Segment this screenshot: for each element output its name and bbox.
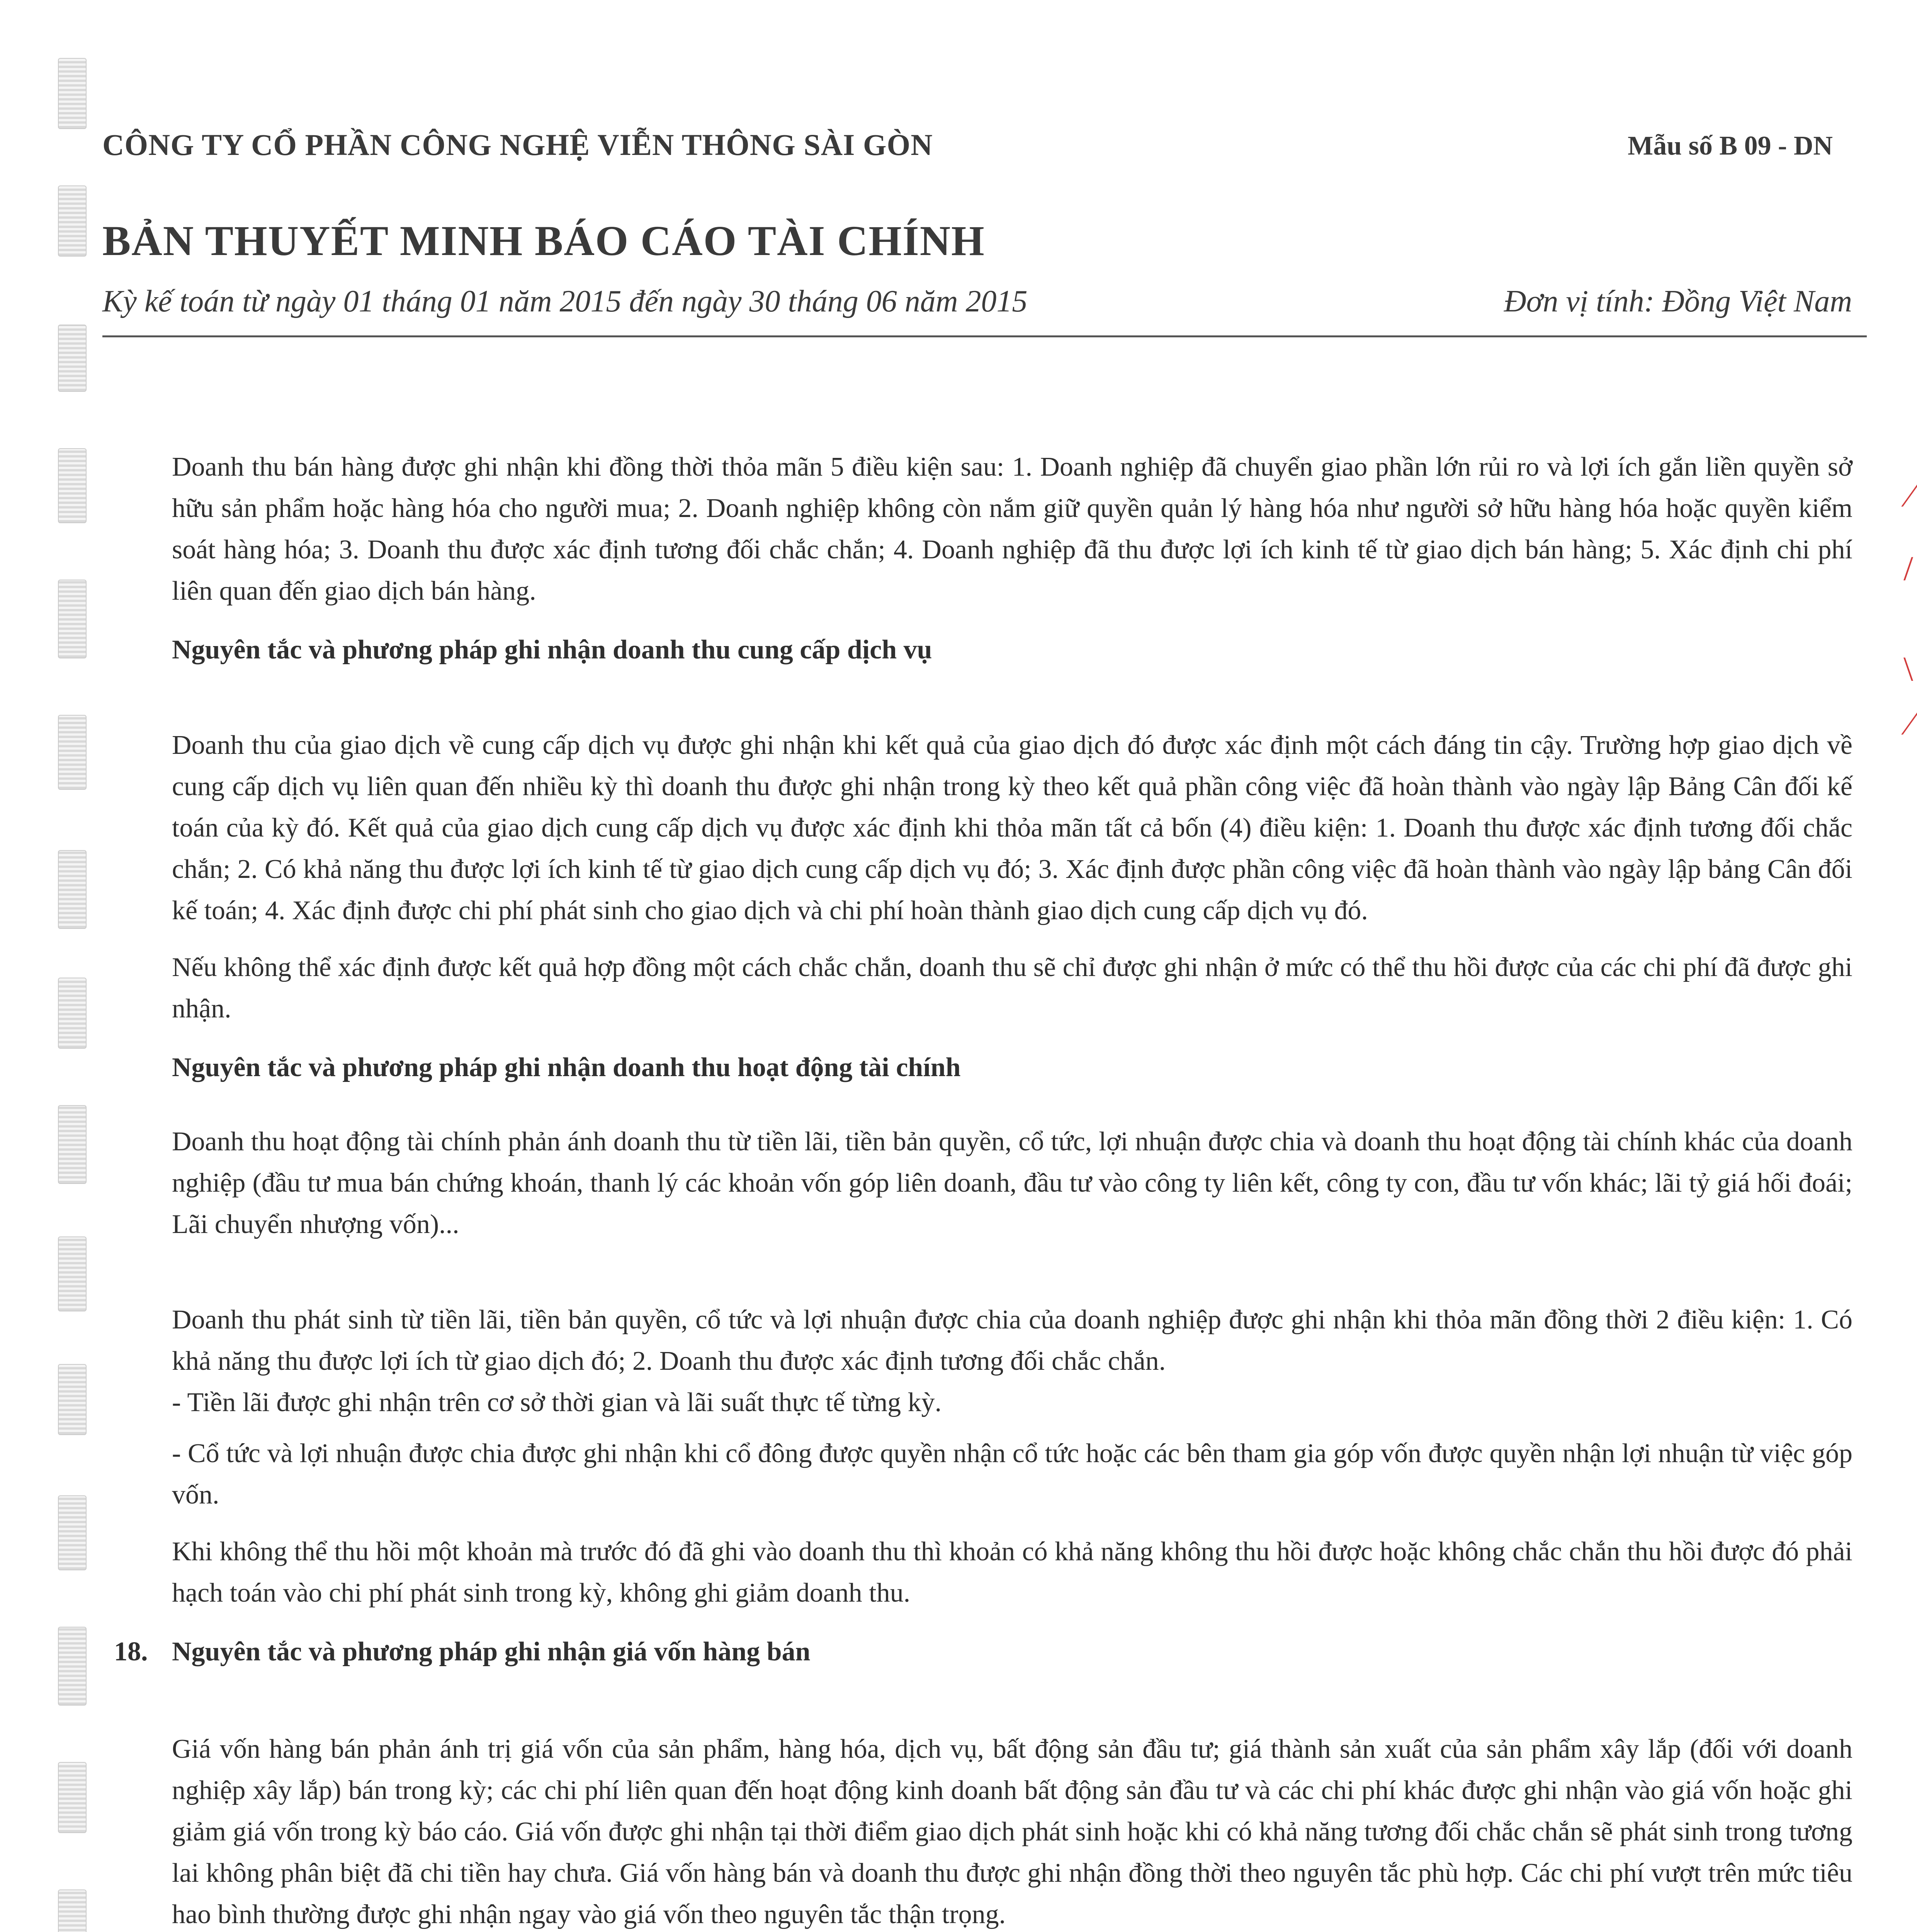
paragraph-sales-revenue: Doanh thu bán hàng được ghi nhận khi đồng thời thỏa mãn 5 điều kiện sau: 1. Doanh nghiệp đã chuyển giao phần lớn rủi ro và lợi ích gắn liền quyền sở hữu sản phẩm hoặc hàng hóa cho người mua; 2. Doanh nghiệp không còn nắm giữ quyền quản lý hàng hóa như người sở hữu hàng hóa hoặc quyền kiểm soát hàng hóa; 3. Doanh thu được xác định tương đối chắc chắn; 4. Doanh nghiệp đã thu được lợi ích kinh tế từ giao dịch bán hàng; 5. Xác định chi phí liên quan đến giao dịch bán hàng.: [172, 452, 1852, 606]
stamp-bleed-mark: /: [1903, 549, 1913, 588]
binding-mark: [58, 1762, 87, 1833]
stamp-bleed-mark: ⁄: [1907, 476, 1913, 514]
document-title: BẢN THUYẾT MINH BÁO CÁO TÀI CHÍNH: [102, 217, 985, 264]
binding-mark: [58, 185, 87, 257]
paragraph-uncertain-contract: Nếu không thể xác định được kết quả hợp đồng một cách chắc chắn, doanh thu sẽ chỉ được ghi nhận ở mức có thể thu hồi được của các chi phí đã được ghi nhận.: [172, 952, 1852, 1024]
binding-mark: [58, 448, 87, 523]
binding-mark: [58, 1627, 87, 1706]
document-body: [114, 446, 1852, 1932]
paragraph-uncollectible: Khi không thể thu hồi một khoản mà trước đó đã ghi vào doanh thu thì khoản có khả năng không thu hồi được hoặc không chắc chắn thu hồi được đó phải hạch toán vào chi phí phát sinh trong kỳ, không ghi giảm doanh thu.: [172, 1537, 1852, 1608]
binding-mark: [58, 58, 87, 129]
reporting-period: Kỳ kế toán từ ngày 01 tháng 01 năm 2015 đến ngày 30 tháng 06 năm 2015: [102, 284, 1028, 318]
binding-mark: [58, 978, 87, 1049]
binding-mark: [58, 1236, 87, 1311]
binding-mark: [58, 1364, 87, 1435]
paragraph-cost-of-goods: Giá vốn hàng bán phản ánh trị giá vốn của sản phẩm, hàng hóa, dịch vụ, bất động sản đầu tư; giá thành sản xuất của sản phẩm xây lắp (đối với doanh nghiệp xây lắp) bán trong kỳ; các chi phí liên quan đến hoạt động kinh doanh bất động sản đầu tư và các chi phí khác được ghi nhận vào giá vốn hoặc ghi giảm giá vốn trong kỳ báo cáo. Giá vốn được ghi nhận tại thời điểm giao dịch phát sinh hoặc khi có khả năng tương đối chắc chắn sẽ phát sinh trong tương lai không phân biệt đã chi tiền hay chưa. Giá vốn hàng bán và doanh thu được ghi nhận đồng thời theo nguyên tắc phù hợp. Các chi phí vượt trên mức tiêu hao bình thường được ghi nhận ngay vào giá vốn theo nguyên tắc thận trọng.: [172, 1734, 1852, 1929]
binding-mark: [58, 1105, 87, 1184]
binding-mark: [58, 580, 87, 658]
bullet-dividend: - Cổ tức và lợi nhuận được chia được ghi nhận khi cổ đông được quyền nhận cổ tức hoặc các bên tham gia góp vốn được quyền nhận lợi nhuận từ việc góp vốn.: [172, 1439, 1852, 1510]
heading-financial-revenue: Nguyên tắc và phương pháp ghi nhận doanh thu hoạt động tài chính: [172, 1053, 961, 1082]
bullet-interest: - Tiền lãi được ghi nhận trên cơ sở thời gian và lãi suất thực tế từng kỳ.: [172, 1388, 942, 1417]
stamp-bleed-mark: \: [1903, 650, 1913, 688]
paragraph-interest-dividend: Doanh thu phát sinh từ tiền lãi, tiền bản quyền, cổ tức và lợi nhuận được chia của doanh nghiệp được ghi nhận khi thỏa mãn đồng thời 2 điều kiện: 1. Có khả năng thu được lợi ích từ giao dịch đó; 2. Doanh thu được xác định tương đối chắc chắn.: [172, 1305, 1852, 1376]
paragraph-service-revenue: Doanh thu của giao dịch về cung cấp dịch vụ được ghi nhận khi kết quả của giao dịch đó được xác định một cách đáng tin cậy. Trường hợp giao dịch về cung cấp dịch vụ liên quan đến nhiều kỳ thì doanh thu được ghi nhận trong kỳ theo kết quả phần công việc đã hoàn thành vào ngày lập Bảng Cân đối kế toán của kỳ đó. Kết quả của giao dịch cung cấp dịch vụ được xác định khi thỏa mãn tất cả bốn (4) điều kiện: 1. Doanh thu được xác định tương đối chắc chắn; 2. Có khả năng thu được lợi ích kinh tế từ giao dịch cung cấp dịch vụ đó; 3. Xác định được phần công việc đã hoàn thành vào ngày lập bảng Cân đối kế toán; 4. Xác định được chi phí phát sinh cho giao dịch và chi phí hoàn thành giao dịch cung cấp dịch vụ đó.: [172, 730, 1852, 925]
heading-service-revenue: Nguyên tắc và phương pháp ghi nhận doanh thu cung cấp dịch vụ: [172, 635, 932, 665]
section-18-heading: [114, 1631, 1852, 1672]
binding-mark: [58, 1889, 87, 1932]
header-divider: [102, 335, 1867, 337]
section-number: 18.: [114, 1637, 148, 1667]
paragraph-financial-revenue: Doanh thu hoạt động tài chính phản ánh doanh thu từ tiền lãi, tiền bản quyền, cổ tức, lợi nhuận được chia và doanh thu hoạt động tài chính khác của doanh nghiệp (đầu tư mua bán chứng khoán, thanh lý các khoản vốn góp liên doanh, đầu tư vào công ty liên kết, công ty con, đầu tư vốn khác; lãi tỷ giá hối đoái; Lãi chuyển nhượng vốn)...: [172, 1127, 1852, 1239]
company-name: CÔNG TY CỔ PHẦN CÔNG NGHỆ VIỄN THÔNG SÀI GÒN: [102, 128, 933, 162]
section-title: Nguyên tắc và phương pháp ghi nhận giá vốn hàng bán: [172, 1637, 811, 1667]
currency-unit: Đơn vị tính: Đồng Việt Nam: [1504, 284, 1852, 318]
binding-mark: [58, 325, 87, 392]
binding-mark: [58, 1495, 87, 1570]
binding-mark: [58, 850, 87, 929]
stamp-bleed-mark: ⁄: [1907, 704, 1913, 742]
binding-mark: [58, 715, 87, 790]
form-code: Mẫu số B 09 - DN: [1628, 131, 1833, 161]
